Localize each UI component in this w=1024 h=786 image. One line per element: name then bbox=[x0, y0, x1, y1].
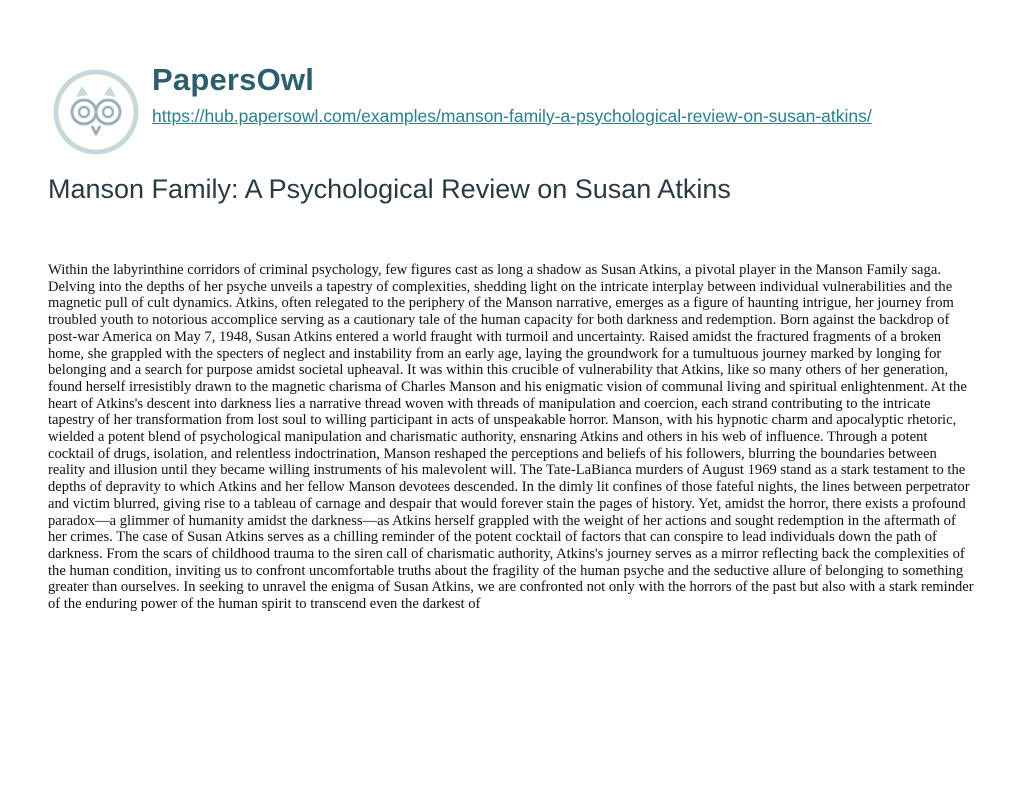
owl-logo-icon[interactable] bbox=[48, 64, 144, 160]
source-url-link[interactable]: https://hub.papersowl.com/examples/manson-family-a-psychological-review-on-susan-atkins/ bbox=[152, 106, 872, 126]
brand-name[interactable]: PapersOwl bbox=[152, 62, 315, 97]
page-title: Manson Family: A Psychological Review on Susan Atkins bbox=[48, 174, 731, 204]
essay-body: Within the labyrinthine corridors of criminal psychology, few figures cast as long a shadow as Susan Atkins, a pivotal player in the Manson Family saga. Delving into the depths of her psyche unveils a tapestry of complexities, shedding light on the intricate interplay between individual vulnerabilities and the magnetic pull of cult dynamics. Atkins, often relegated to the periphery of the Manson narrative, emerges as a figure of haunting intrigue, her journey from troubled youth to notorious accomplice serving as a cautionary tale of the human capacity for both darkness and redemption. Born against the backdrop of post-war America on May 7, 1948, Susan Atkins entered a world fraught with turmoil and uncertainty. Raised amidst the fractured fragments of a broken home, she grappled with the specters of neglect and instability from an early age, laying the groundwork for a tumultuous journey marked by longing for belonging and a search for purpose amidst societal upheaval. It was within this crucible of vulnerability that Atkins, like so many others of her generation, found herself irresistibly drawn to the magnetic charisma of Charles Manson and his enigmatic vision of communal living and spiritual enlightenment. At the heart of Atkins's descent into darkness lies a narrative thread woven with threads of manipulation and coercion, each strand contributing to the intricate tapestry of her transformation from lost soul to willing participant in acts of unspeakable horror. Manson, with his hypnotic charm and apocalyptic rhetoric, wielded a potent blend of psychological manipulation and charismatic authority, ensnaring Atkins and others in his web of influence. Through a potent cocktail of drugs, isolation, and relentless indoctrination, Manson reshaped the perceptions and beliefs of his followers, blurring the boundaries between reality and illusion until they became willing instruments of his malevolent will. The Tate-LaBianca murders of August 1969 stand as a stark testament to the depths of depravity to which Atkins and her fellow Manson devotees descended. In the dimly lit confines of those fateful nights, the lines between perpetrator and victim blurred, giving rise to a tableau of carnage and despair that would forever stain the pages of history. Yet, amidst the horror, there exists a profound paradox—a glimmer of humanity amidst the darkness—as Atkins herself grappled with the weight of her actions and sought redemption in the aftermath of her crimes. The case of Susan Atkins serves as a chilling reminder of the potent cocktail of factors that can conspire to lead individuals down the path of darkness. From the scars of childhood trauma to the siren call of charismatic authority, Atkins's journey serves as a mirror reflecting back the complexities of the human condition, inviting us to confront uncomfortable truths about the fragility of the human psyche and the seductive allure of belonging to something greater than ourselves. In seeking to unravel the enigma of Susan Atkins, we are confronted not only with the horrors of the past but also with a stark reminder of the enduring power of the human spirit to transcend even the darkest of bbox=[48, 262, 974, 613]
site-header bbox=[48, 58, 1008, 146]
